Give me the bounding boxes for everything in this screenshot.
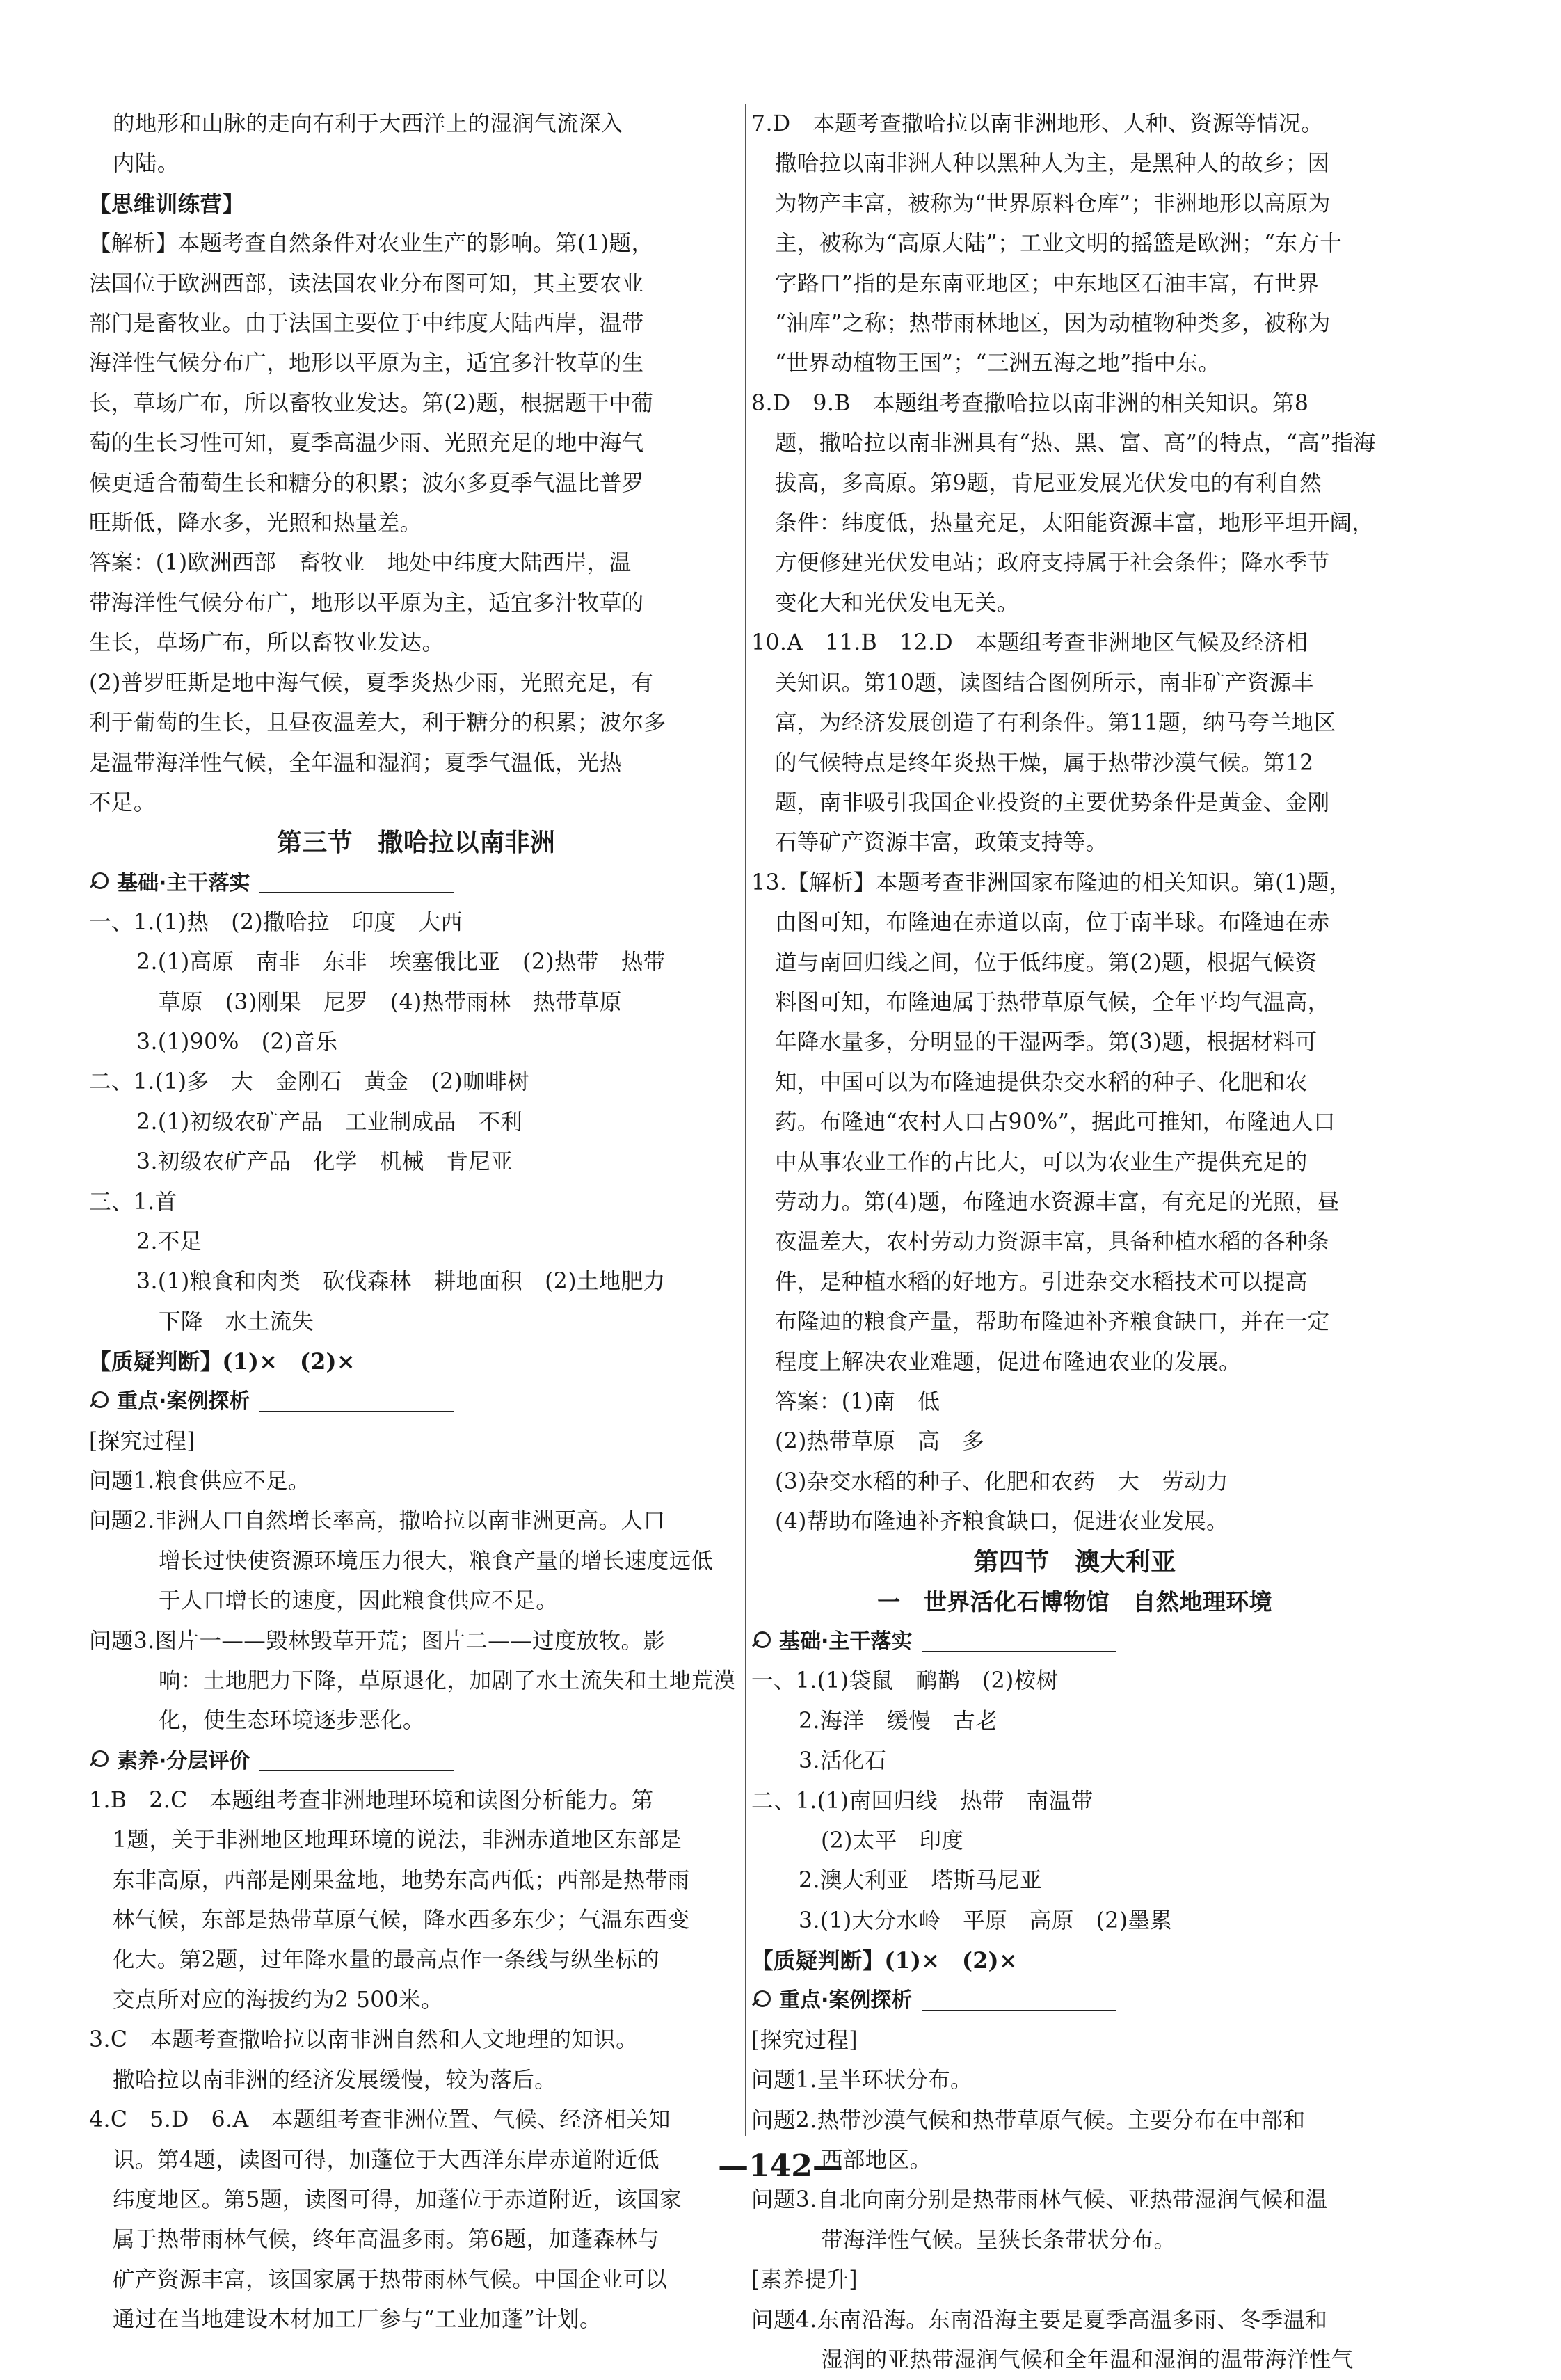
text-line: 药。布隆迪“农村人口占90%”，据此可推知，布隆迪人口 bbox=[775, 1110, 1336, 1135]
section-bar-label: 素养·分层评价 bbox=[117, 1748, 250, 1773]
section-bar-label: 重点·案例探析 bbox=[117, 1389, 250, 1414]
section-title: 第三节 撒哈拉以南非洲 bbox=[276, 828, 556, 858]
section-title: 第四节 澳大利亚 bbox=[973, 1547, 1176, 1576]
page-number: —142— bbox=[718, 2148, 843, 2184]
text-line: 湿润的亚热带湿润气候和全年温和湿润的温带海洋性气 bbox=[821, 2347, 1354, 2372]
text-line: 下降 水土流失 bbox=[159, 1309, 314, 1334]
text-line: 变化大和光伏发电无关。 bbox=[775, 590, 1019, 616]
text-line: 1.B 2.C 本题组考查非洲地理环境和读图分析能力。第 bbox=[89, 1787, 654, 1813]
text-line: “油库”之称；热带雨林地区，因为动植物种类多，被称为 bbox=[775, 311, 1331, 337]
text-line: 程度上解决农业难题，促进布隆迪农业的发展。 bbox=[775, 1349, 1241, 1375]
left-column bbox=[89, 104, 743, 2340]
text-line: (2)普罗旺斯是地中海气候，夏季炎热少雨，光照充足，有 bbox=[89, 670, 654, 696]
text-line: 知，中国可以为布隆迪提供杂交水稻的种子、化肥和农 bbox=[775, 1069, 1308, 1095]
text-line: 4.C 5.D 6.A 本题组考查非洲位置、气候、经济相关知 bbox=[89, 2107, 671, 2133]
right-column bbox=[751, 104, 1398, 2380]
text-line: 撒哈拉以南非洲的经济发展缓慢，较为落后。 bbox=[113, 2067, 557, 2093]
text-line: 撒哈拉以南非洲人种以黑种人为主，是黑种人的故乡；因 bbox=[775, 151, 1330, 177]
section-bar bbox=[89, 863, 743, 903]
text-line: 富，为经济发展创造了有利条件。第11题，纳马夸兰地区 bbox=[775, 710, 1336, 736]
text-line: 3.(1)粮食和肉类 砍伐森林 耕地面积 (2)土地肥力 bbox=[136, 1269, 666, 1295]
text-line: 【质疑判断】(1)× (2)× bbox=[751, 1948, 1018, 1974]
text-line: 3.活化石 bbox=[799, 1748, 887, 1774]
text-line: 布隆迪的粮食产量，帮助布隆迪补齐粮食缺口，并在一定 bbox=[775, 1309, 1330, 1335]
text-line: 【质疑判断】(1)× (2)× bbox=[89, 1349, 355, 1375]
text-line: 西部地区。 bbox=[821, 2147, 932, 2173]
subsection-title: 一 世界活化石博物馆 自然地理环境 bbox=[877, 1588, 1272, 1616]
text-line: 3.(1)大分水岭 平原 高原 (2)墨累 bbox=[799, 1908, 1173, 1933]
text-line: 年降水量多，分明显的干湿两季。第(3)题，根据材料可 bbox=[775, 1030, 1318, 1055]
section-bar-label: 基础·主干落实 bbox=[779, 1629, 913, 1654]
text-line: 化，使生态环境逐步恶化。 bbox=[159, 1708, 425, 1734]
text-line: 带海洋性气候分布广，地形以平原为主，适宜多汁牧草的 bbox=[89, 590, 644, 616]
text-line: 通过在当地建设木材加工厂参与“工业加蓬”计划。 bbox=[113, 2307, 602, 2333]
text-line: 问题1.粮食供应不足。 bbox=[89, 1469, 310, 1494]
text-line: 2.不足 bbox=[136, 1229, 202, 1254]
text-line: 劳动力。第(4)题，布隆迪水资源丰富，有充足的光照，昼 bbox=[775, 1189, 1340, 1215]
section-bar-rule bbox=[259, 1770, 454, 1771]
section-bar bbox=[89, 1741, 743, 1781]
text-line: 候更适合葡萄生长和糖分的积累；波尔多夏季气温比普罗 bbox=[89, 470, 644, 496]
section-bar-label: 基础·主干落实 bbox=[117, 870, 250, 895]
section-bar-rule bbox=[259, 1411, 454, 1412]
text-line: 响：土地肥力下降，草原退化，加剧了水土流失和土地荒漠 bbox=[159, 1668, 736, 1694]
text-line: 海洋性气候分布广，地形以平原为主，适宜多汁牧草的生 bbox=[89, 351, 644, 376]
text-line: 纬度地区。第5题，读图可得，加蓬位于赤道附近，该国家 bbox=[113, 2187, 682, 2212]
text-line: 的地形和山脉的走向有利于大西洋上的湿润气流深入 bbox=[113, 111, 623, 136]
text-line: 料图可知，布隆迪属于热带草原气候，全年平均气温高， bbox=[775, 989, 1330, 1015]
section-bar bbox=[751, 1622, 1398, 1661]
text-line: 法国位于欧洲西部，读法国农业分布图可知，其主要农业 bbox=[89, 271, 644, 296]
text-line: 利于葡萄的生长，且昼夜温差大，利于糖分的积累；波尔多 bbox=[89, 710, 666, 736]
text-line: 3.初级农矿产品 化学 机械 肯尼亚 bbox=[136, 1149, 513, 1175]
text-line: 二、1.(1)多 大 金刚石 黄金 (2)咖啡树 bbox=[89, 1069, 529, 1095]
text-line: 草原 (3)刚果 尼罗 (4)热带雨林 热带草原 bbox=[159, 989, 622, 1015]
text-line: (3)杂交水稻的种子、化肥和农药 大 劳动力 bbox=[775, 1469, 1228, 1494]
text-line: 为物产丰富，被称为“世界原料仓库”；非洲地形以高原为 bbox=[775, 191, 1331, 216]
text-line: “世界动植物王国”；“三洲五海之地”指中东。 bbox=[775, 351, 1221, 376]
text-line: 问题3.自北向南分别是热带雨林气候、亚热带湿润气候和温 bbox=[751, 2187, 1328, 2213]
text-line: 主，被称为“高原大陆”；工业文明的摇篮是欧洲；“东方十 bbox=[775, 231, 1343, 257]
text-line: 矿产资源丰富，该国家属于热带雨林气候。中国企业可以 bbox=[113, 2267, 668, 2292]
text-line: 方便修建光伏发电站；政府支持属于社会条件；降水季节 bbox=[775, 550, 1330, 576]
text-line: 石等矿产资源丰富，政策支持等。 bbox=[775, 830, 1108, 856]
text-line: 13.【解析】本题考查非洲国家布隆迪的相关知识。第(1)题， bbox=[751, 870, 1352, 895]
magnifier-icon bbox=[751, 1630, 775, 1654]
text-line: (2)热带草原 高 多 bbox=[775, 1429, 985, 1455]
text-line: (2)太平 印度 bbox=[821, 1828, 964, 1854]
text-line: 答案：(1)欧洲西部 畜牧业 地处中纬度大陆西岸，温 bbox=[89, 550, 632, 576]
text-line: 2.(1)初级农矿产品 工业制成品 不利 bbox=[136, 1109, 523, 1135]
text-line: 答案：(1)南 低 bbox=[775, 1389, 940, 1414]
text-line: [探究过程] bbox=[751, 2027, 858, 2053]
text-line: 三、1.首 bbox=[89, 1189, 177, 1215]
text-line: 增长过快使资源环境压力很大，粮食产量的增长速度远低 bbox=[159, 1548, 714, 1574]
section-bar bbox=[751, 1981, 1398, 2021]
magnifier-icon bbox=[751, 1989, 775, 2013]
text-line: 8.D 9.B 本题组考查撒哈拉以南非洲的相关知识。第8 bbox=[751, 390, 1309, 416]
text-line: 旺斯低，降水多，光照和热量差。 bbox=[89, 511, 422, 536]
text-line: 2.海洋 缓慢 古老 bbox=[799, 1708, 998, 1734]
text-line: 化大。第2题，过年降水量的最高点作一条线与纵坐标的 bbox=[113, 1947, 660, 1973]
text-line: 识。第4题，读图可得，加蓬位于大西洋东岸赤道附近低 bbox=[113, 2147, 660, 2173]
text-line: 萄的生长习性可知，夏季高温少雨、光照充足的地中海气 bbox=[89, 431, 644, 456]
text-line: 问题2.非洲人口自然增长率高，撒哈拉以南非洲更高。人口 bbox=[89, 1508, 666, 1534]
text-line: 10.A 11.B 12.D 本题组考查非洲地区气候及经济相 bbox=[751, 630, 1308, 656]
magnifier-icon bbox=[89, 1749, 113, 1773]
section-bar bbox=[89, 1382, 743, 1422]
text-line: [素养提升] bbox=[751, 2267, 858, 2293]
text-line: 条件：纬度低，热量充足，太阳能资源丰富，地形平坦开阔， bbox=[775, 511, 1375, 536]
text-line: 东非高原，西部是刚果盆地，地势东高西低；西部是热带雨 bbox=[113, 1867, 690, 1893]
text-line: 【解析】本题考查自然条件对农业生产的影响。第(1)题， bbox=[89, 231, 654, 257]
text-line: 3.C 本题考查撒哈拉以南非洲自然和人文地理的知识。 bbox=[89, 2027, 639, 2053]
text-line: 道与南回归线之间，位于低纬度。第(2)题，根据气候资 bbox=[775, 950, 1318, 975]
text-line: 拔高，多高原。第9题，肯尼亚发展光伏发电的有利自然 bbox=[775, 470, 1322, 496]
section-bar-rule bbox=[259, 892, 454, 893]
section-bar-label: 重点·案例探析 bbox=[779, 1988, 913, 2013]
text-line: 题，南非吸引我国企业投资的主要优势条件是黄金、金刚 bbox=[775, 790, 1330, 815]
text-line: 一、1.(1)热 (2)撒哈拉 印度 大西 bbox=[89, 909, 463, 935]
text-line: 【思维训练营】 bbox=[89, 191, 245, 217]
text-line: 问题4.东南沿海。东南沿海主要是夏季高温多雨、冬季温和 bbox=[751, 2307, 1328, 2333]
text-line: 问题2.热带沙漠气候和热带草原气候。主要分布在中部和 bbox=[751, 2107, 1306, 2133]
text-line: 题，撒哈拉以南非洲具有“热、黑、富、高”的特点，“高”指海 bbox=[775, 431, 1376, 456]
text-line: (4)帮助布隆迪补齐粮食缺口，促进农业发展。 bbox=[775, 1509, 1228, 1535]
section-bar-rule bbox=[922, 2010, 1116, 2011]
text-line: 林气候，东部是热带草原气候，降水西多东少；气温东西变 bbox=[113, 1908, 690, 1933]
text-line: [探究过程] bbox=[89, 1428, 195, 1454]
text-line: 夜温差大，农村劳动力资源丰富，具备种植水稻的各种条 bbox=[775, 1229, 1330, 1255]
text-line: 3.(1)90% (2)音乐 bbox=[136, 1029, 338, 1055]
text-line: 问题1.呈半环状分布。 bbox=[751, 2068, 972, 2093]
text-line: 二、1.(1)南回归线 热带 南温带 bbox=[751, 1788, 1094, 1814]
text-line: 内陆。 bbox=[113, 151, 179, 177]
text-line: 件，是种植水稻的好地方。引进杂交水稻技术可以提高 bbox=[775, 1269, 1308, 1295]
text-line: 中从事农业工作的占比大，可以为农业生产提供充足的 bbox=[775, 1149, 1308, 1175]
magnifier-icon bbox=[89, 1390, 113, 1414]
section-bar-rule bbox=[922, 1651, 1116, 1652]
text-line: 部门是畜牧业。由于法国主要位于中纬度大陆西岸，温带 bbox=[89, 311, 644, 337]
text-line: 由图可知，布隆迪在赤道以南，位于南半球。布隆迪在赤 bbox=[775, 910, 1330, 936]
text-line: 关知识。第10题，读图结合图例所示，南非矿产资源丰 bbox=[775, 670, 1314, 696]
column-divider bbox=[745, 104, 746, 2136]
text-line: 于人口增长的速度，因此粮食供应不足。 bbox=[159, 1588, 559, 1614]
text-line: 不足。 bbox=[89, 790, 156, 815]
text-line: 长，草场广布，所以畜牧业发达。第(2)题，根据题干中葡 bbox=[89, 390, 654, 416]
text-line: 7.D 本题考查撒哈拉以南非洲地形、人种、资源等情况。 bbox=[751, 111, 1324, 136]
text-line: 2.(1)高原 南非 东非 埃塞俄比亚 (2)热带 热带 bbox=[136, 950, 666, 975]
text-line: 字路口”指的是东南亚地区；中东地区石油丰富，有世界 bbox=[775, 271, 1320, 296]
text-line: 1题，关于非洲地区地理环境的说法，非洲赤道地区东部是 bbox=[113, 1828, 682, 1853]
text-line: 是温带海洋性气候，全年温和湿润；夏季气温低，光热 bbox=[89, 750, 622, 776]
text-line: 一、1.(1)袋鼠 鸸鹋 (2)桉树 bbox=[751, 1668, 1059, 1694]
text-line: 带海洋性气候。呈狭长条带状分布。 bbox=[821, 2227, 1176, 2253]
text-line: 生长，草场广布，所以畜牧业发达。 bbox=[89, 630, 445, 656]
magnifier-icon bbox=[89, 871, 113, 895]
text-line: 属于热带雨林气候，终年高温多雨。第6题，加蓬森林与 bbox=[113, 2227, 660, 2253]
text-line: 的气候特点是终年炎热干燥，属于热带沙漠气候。第12 bbox=[775, 750, 1314, 776]
text-line: 交点所对应的海拔约为2 500米。 bbox=[113, 1987, 443, 2013]
text-line: 2.澳大利亚 塔斯马尼亚 bbox=[799, 1868, 1042, 1894]
text-line: 问题3.图片一——毁林毁草开荒；图片二——过度放牧。影 bbox=[89, 1628, 666, 1654]
